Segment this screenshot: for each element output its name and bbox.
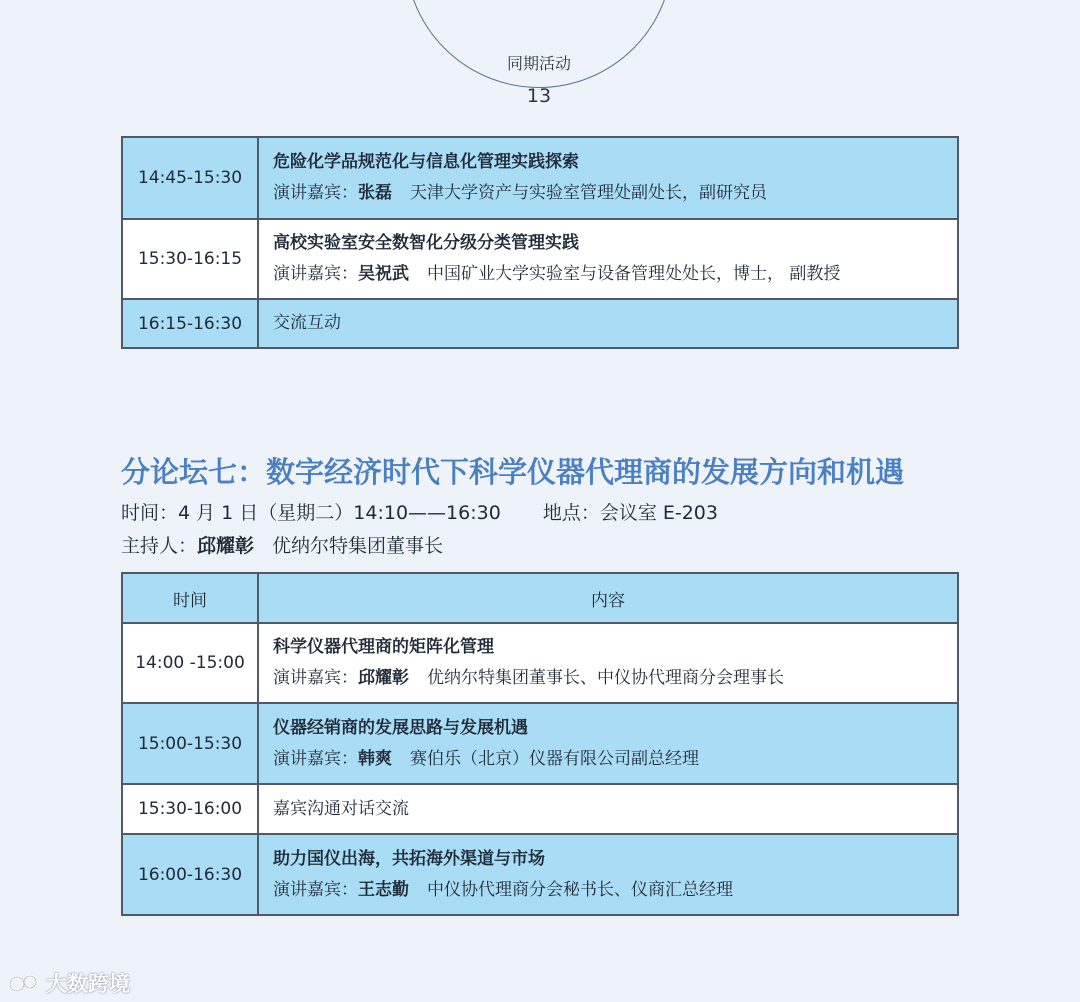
table-row bbox=[122, 834, 958, 915]
speaker-desc: 中仪协代理商分会秘书长、仪商汇总经理 bbox=[427, 879, 733, 900]
speaker-prefix: 演讲嘉宾： bbox=[273, 183, 358, 203]
schedule-table-2 bbox=[121, 572, 959, 916]
session-title: 高校实验室安全数智化分级分类管理实践 bbox=[273, 233, 579, 253]
schedule-table-1 bbox=[121, 136, 959, 349]
time-cell: 16:15-16:30 bbox=[122, 299, 258, 348]
host-prefix: 主持人： bbox=[121, 535, 198, 557]
dashu-logo-icon bbox=[8, 971, 42, 995]
speaker-desc: 赛伯乐（北京）仪器有限公司副总经理 bbox=[410, 748, 699, 769]
session-title: 助力国仪出海，共拓海外渠道与市场 bbox=[273, 848, 545, 869]
decorative-circle-arc bbox=[405, 0, 673, 88]
speaker-name: 韩爽 bbox=[358, 748, 392, 769]
speaker-line bbox=[273, 744, 957, 775]
table-row bbox=[122, 703, 958, 784]
time-cell: 15:00-15:30 bbox=[122, 703, 258, 784]
speaker-line bbox=[273, 259, 957, 290]
speaker-line bbox=[273, 663, 957, 694]
watermark-text: 大数跨境 bbox=[46, 972, 130, 996]
host-name: 邱耀彰 bbox=[197, 535, 255, 557]
speaker-name: 王志勤 bbox=[358, 879, 409, 900]
table-row bbox=[122, 137, 958, 219]
header-content: 内容 bbox=[258, 573, 958, 623]
watermark bbox=[8, 968, 130, 998]
speaker-prefix: 演讲嘉宾： bbox=[273, 264, 358, 284]
content-cell: 嘉宾沟通对话交流 bbox=[258, 784, 958, 834]
session-title: 科学仪器代理商的矩阵化管理 bbox=[273, 637, 494, 657]
speaker-name: 张磊 bbox=[358, 183, 392, 203]
speaker-desc: 中国矿业大学实验室与设备管理处处长，博士， 副教授 bbox=[427, 264, 841, 284]
speaker-name: 吴祝武 bbox=[358, 264, 409, 284]
host-desc: 优纳尔特集团董事长 bbox=[272, 535, 444, 557]
speaker-prefix: 演讲嘉宾： bbox=[273, 668, 358, 688]
content-cell bbox=[258, 137, 958, 219]
table-header-row bbox=[122, 573, 958, 623]
speaker-name: 邱耀彰 bbox=[358, 668, 409, 688]
speaker-desc: 天津大学资产与实验室管理处副处长，副研究员 bbox=[410, 183, 767, 203]
table-row bbox=[122, 219, 958, 299]
table-row bbox=[122, 299, 958, 348]
content-cell: 交流互动 bbox=[258, 299, 958, 348]
speaker-line bbox=[273, 875, 957, 906]
forum-title: 分论坛七：数字经济时代下科学仪器代理商的发展方向和机遇 bbox=[121, 455, 905, 489]
speaker-desc: 优纳尔特集团董事长、中仪协代理商分会理事长 bbox=[427, 668, 784, 688]
table-row bbox=[122, 784, 958, 834]
speaker-prefix: 演讲嘉宾： bbox=[273, 879, 358, 900]
speaker-line bbox=[273, 178, 957, 209]
time-cell: 16:00-16:30 bbox=[122, 834, 258, 915]
section-label: 同期活动 bbox=[506, 54, 571, 73]
session-title: 仪器经销商的发展思路与发展机遇 bbox=[273, 717, 528, 738]
time-cell: 15:30-16:00 bbox=[122, 784, 258, 834]
speaker-prefix: 演讲嘉宾： bbox=[273, 748, 358, 769]
content-cell bbox=[258, 703, 958, 784]
content-cell bbox=[258, 623, 958, 703]
forum-location: 地点：会议室 E-203 bbox=[542, 502, 718, 524]
session-title: 危险化学品规范化与信息化管理实践探索 bbox=[273, 152, 579, 172]
forum-host bbox=[121, 531, 443, 558]
header-time: 时间 bbox=[122, 573, 258, 623]
forum-time-location bbox=[121, 498, 718, 525]
page-number: 13 bbox=[526, 85, 552, 107]
time-cell: 14:45-15:30 bbox=[122, 137, 258, 219]
table-row bbox=[122, 623, 958, 703]
forum-time: 时间：4 月 1 日（星期二）14:10——16:30 bbox=[121, 502, 501, 524]
time-cell: 15:30-16:15 bbox=[122, 219, 258, 299]
content-cell bbox=[258, 834, 958, 915]
time-cell: 14:00 -15:00 bbox=[122, 623, 258, 703]
content-cell bbox=[258, 219, 958, 299]
